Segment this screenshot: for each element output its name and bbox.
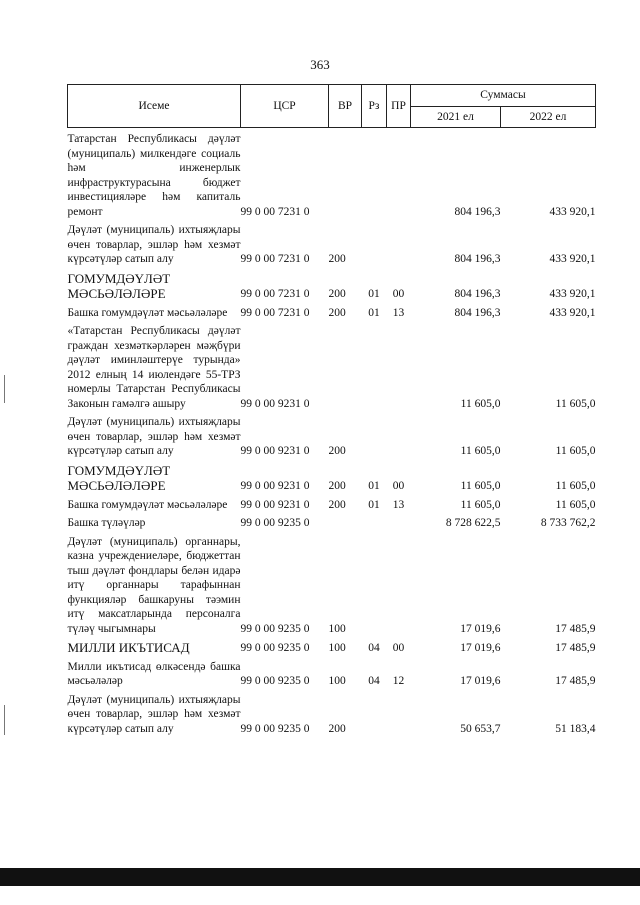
row-name: Милли икътисад өлкәсендә башка мәсьәләләр xyxy=(67,660,241,687)
row-pr: 00 xyxy=(392,288,405,300)
header-year-2022: 2022 ел xyxy=(501,106,596,128)
row-sum-2022: 433 920,1 xyxy=(549,306,596,319)
row-rz: 01 xyxy=(368,306,380,319)
table-row xyxy=(68,219,596,267)
row-pr xyxy=(387,320,411,411)
row-rz xyxy=(362,411,387,459)
row-csr: 99 0 00 7231 0 xyxy=(240,306,310,319)
row-sum-2021: 17 019,6 xyxy=(460,642,501,654)
row-vr: 200 xyxy=(328,306,346,319)
row-sum-2021: 11 605,0 xyxy=(460,397,501,410)
table-row xyxy=(68,459,596,494)
row-name: Татарстан Республикасы дәүләт (муниципаль) милкендәге социаль һәм инженерлык инфраструктурасына бюджет инвестицияләре һәм капиталь ремонт xyxy=(67,133,241,218)
row-name: МИЛЛИ ИКЪТИСАД xyxy=(67,640,190,655)
row-sum-2021: 11 605,0 xyxy=(460,445,501,457)
row-sum-2022: 433 920,1 xyxy=(549,253,596,265)
header-vr: ВР xyxy=(329,85,362,128)
header-sums: Суммасы xyxy=(411,85,596,107)
row-sum-2022: 8 733 762,2 xyxy=(540,517,596,529)
table-row xyxy=(68,494,596,513)
row-sum-2022: 11 605,0 xyxy=(555,480,596,492)
table-row xyxy=(68,128,596,220)
row-vr: 200 xyxy=(328,480,346,492)
budget-table xyxy=(67,84,596,736)
row-sum-2022: 11 605,0 xyxy=(555,498,596,511)
row-sum-2021: 50 653,7 xyxy=(460,722,501,735)
scan-bottom-bar xyxy=(0,868,640,886)
row-vr: 100 xyxy=(328,642,346,654)
row-vr xyxy=(329,512,362,531)
row-pr: 13 xyxy=(392,306,405,319)
table-row xyxy=(68,636,596,656)
row-csr: 99 0 00 9231 0 xyxy=(240,397,310,410)
row-sum-2021: 804 196,3 xyxy=(454,306,501,319)
row-pr xyxy=(387,689,411,737)
table-row xyxy=(68,411,596,459)
table-row xyxy=(68,320,596,411)
row-sum-2021: 804 196,3 xyxy=(454,288,501,300)
row-pr xyxy=(387,512,411,531)
row-vr xyxy=(329,128,362,220)
header-csr: ЦСР xyxy=(241,85,329,128)
table-body xyxy=(68,128,596,737)
table-row xyxy=(68,512,596,531)
header-rz: Рз xyxy=(362,85,387,128)
row-vr xyxy=(329,320,362,411)
row-name: ГОМУМДӘҮЛӘТ МӘСЬӘЛӘЛӘРЕ xyxy=(67,462,171,493)
row-rz xyxy=(362,219,387,267)
row-csr: 99 0 00 9235 0 xyxy=(240,675,310,687)
row-name: Дәүләт (муниципаль) ихтыяҗлары өчен товарлар, эшләр һәм хезмәт күрсәтүләр сатып алу xyxy=(67,693,241,735)
row-csr: 99 0 00 9235 0 xyxy=(240,517,310,529)
row-csr: 99 0 00 9231 0 xyxy=(240,445,310,457)
row-sum-2022: 433 920,1 xyxy=(549,205,596,218)
row-pr: 13 xyxy=(392,498,405,511)
row-sum-2022: 17 485,9 xyxy=(555,642,596,654)
row-csr: 99 0 00 9235 0 xyxy=(240,622,310,635)
row-sum-2021: 17 019,6 xyxy=(460,622,501,635)
table-row xyxy=(68,531,596,637)
row-name: Дәүләт (муниципаль) ихтыяҗлары өчен товарлар, эшләр һәм хезмәт күрсәтүләр сатып алу xyxy=(67,224,241,265)
row-sum-2021: 11 605,0 xyxy=(460,498,501,511)
row-rz xyxy=(362,689,387,737)
row-sum-2022: 11 605,0 xyxy=(555,445,596,457)
row-name: ГОМУМДӘҮЛӘТ МӘСЬӘЛӘЛӘРЕ xyxy=(67,270,171,301)
row-sum-2022: 11 605,0 xyxy=(555,397,596,410)
row-name: Дәүләт (муниципаль) ихтыяҗлары өчен товарлар, эшләр һәм хезмәт күрсәтүләр сатып алу xyxy=(67,416,241,457)
row-rz xyxy=(362,320,387,411)
page-number: 363 xyxy=(310,57,330,72)
row-sum-2021: 8 728 622,5 xyxy=(445,517,501,529)
table-row xyxy=(68,656,596,689)
row-pr xyxy=(387,128,411,220)
scan-edge-line xyxy=(4,705,5,735)
row-vr: 200 xyxy=(328,498,346,511)
row-rz xyxy=(362,512,387,531)
row-vr: 200 xyxy=(328,722,346,735)
row-name: Башка гомумдәүләт мәсьәләләре xyxy=(67,498,228,511)
row-pr xyxy=(387,531,411,637)
row-rz: 04 xyxy=(368,642,380,654)
row-name: «Татарстан Республикасы дәүләт граждан хезмәткәрләрен мәҗбүри дәүләт иминләштерүе турында» 2012 елның 14 июлендәге 55-ТРЗ номерлы Татарстан Республикасы Законын гамәлгә ашыру xyxy=(67,325,241,410)
row-vr: 200 xyxy=(328,445,346,457)
scan-edge-line xyxy=(4,375,5,403)
row-pr: 00 xyxy=(392,642,405,654)
row-csr: 99 0 00 9235 0 xyxy=(240,642,310,654)
row-rz xyxy=(362,128,387,220)
row-rz xyxy=(362,531,387,637)
header-name: Исеме xyxy=(68,85,241,128)
row-pr xyxy=(387,219,411,267)
row-sum-2022: 17 485,9 xyxy=(555,622,596,635)
row-name: Дәүләт (муниципаль) органнары, казна учреждениеләре, бюджеттан тыш дәүләт фондлары белән идарә итү органнары тарафыннан функцияләр башкаруны тәэмин итү максатларында персоналга түләү чыгымнары xyxy=(67,535,241,635)
row-pr: 12 xyxy=(392,675,405,687)
table-header xyxy=(68,85,596,128)
row-csr: 99 0 00 9235 0 xyxy=(240,722,310,735)
row-csr: 99 0 00 9231 0 xyxy=(240,480,310,492)
table-row xyxy=(68,302,596,321)
row-sum-2022: 17 485,9 xyxy=(555,675,596,687)
header-pr: ПР xyxy=(387,85,411,128)
header-year-2021: 2021 ел xyxy=(411,106,501,128)
row-rz: 04 xyxy=(368,675,380,687)
row-csr: 99 0 00 9231 0 xyxy=(240,498,310,511)
row-sum-2021: 17 019,6 xyxy=(460,675,501,687)
row-sum-2021: 804 196,3 xyxy=(454,205,501,218)
row-rz: 01 xyxy=(368,288,380,300)
row-name: Башка түләүләр xyxy=(67,517,146,529)
row-sum-2021: 804 196,3 xyxy=(454,253,501,265)
row-name: Башка гомумдәүләт мәсьәләләре xyxy=(67,306,228,319)
row-csr: 99 0 00 7231 0 xyxy=(240,205,310,218)
row-pr xyxy=(387,411,411,459)
row-sum-2022: 433 920,1 xyxy=(549,288,596,300)
row-vr: 200 xyxy=(328,253,346,265)
row-sum-2021: 11 605,0 xyxy=(460,480,501,492)
row-sum-2022: 51 183,4 xyxy=(555,722,596,735)
row-vr: 100 xyxy=(328,675,346,687)
row-rz: 01 xyxy=(368,480,380,492)
row-vr: 100 xyxy=(328,622,346,635)
row-rz: 01 xyxy=(368,498,380,511)
row-pr: 00 xyxy=(392,480,405,492)
row-csr: 99 0 00 7231 0 xyxy=(240,253,310,265)
row-vr: 200 xyxy=(328,288,346,300)
table-row xyxy=(68,689,596,737)
table-row xyxy=(68,267,596,302)
row-csr: 99 0 00 7231 0 xyxy=(240,288,310,300)
